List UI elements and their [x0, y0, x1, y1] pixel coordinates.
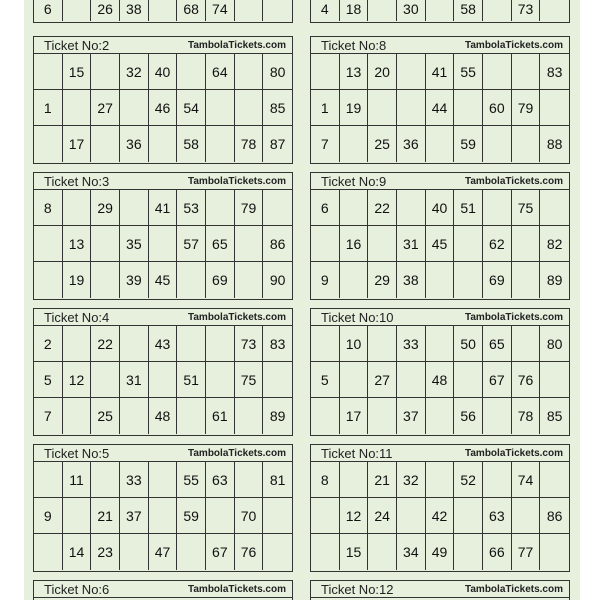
- number-cell: [426, 462, 455, 498]
- ticket-title: Ticket No:12: [321, 581, 394, 597]
- number-cell: [426, 262, 455, 298]
- number-cell: 88: [546, 136, 563, 152]
- site-label: TambolaTickets.com: [188, 175, 286, 187]
- number-cell: [483, 0, 512, 21]
- number-cell: [426, 326, 455, 362]
- number-cell: 11: [63, 462, 92, 498]
- number-cell: [397, 362, 426, 398]
- number-cell: 55: [177, 462, 206, 498]
- ticket-header: [34, 581, 292, 598]
- ticket-title: Ticket No:10: [321, 309, 394, 325]
- number-cell: 65: [206, 226, 235, 262]
- number-cell: 14: [63, 534, 92, 570]
- ticket-title: Ticket No:9: [321, 173, 387, 189]
- number-cell: 16: [340, 226, 369, 262]
- number-cell: [397, 498, 426, 534]
- number-cell: [63, 398, 92, 434]
- site-label: TambolaTickets.com: [465, 175, 563, 187]
- number-grid: [311, 0, 569, 21]
- ticket-title: Ticket No:11: [321, 445, 393, 461]
- number-grid: [34, 54, 292, 162]
- number-cell: 19: [340, 90, 369, 126]
- number-grid: [311, 54, 569, 162]
- number-cell: 35: [120, 226, 149, 262]
- number-cell: 56: [454, 398, 483, 434]
- number-cell: 54: [177, 90, 206, 126]
- ticket-partial: [33, 580, 293, 600]
- number-cell: [340, 462, 369, 498]
- number-cell: 43: [149, 326, 178, 362]
- number-cell: 36: [120, 126, 149, 162]
- number-cell: 61: [206, 398, 235, 434]
- number-cell: 5: [34, 362, 63, 398]
- number-cell: [206, 362, 235, 398]
- number-grid: [34, 326, 292, 434]
- number-cell: [426, 0, 455, 21]
- number-cell: 6: [34, 0, 63, 21]
- number-cell: 40: [149, 54, 178, 90]
- number-cell: 46: [149, 90, 178, 126]
- number-cell: [120, 534, 149, 570]
- number-cell: 65: [483, 326, 512, 362]
- number-cell: 68: [177, 0, 206, 21]
- number-cell: 44: [426, 90, 455, 126]
- number-cell: 87: [269, 136, 286, 152]
- number-cell: 83: [263, 326, 292, 362]
- ticket-header: [34, 173, 292, 190]
- number-cell: [340, 362, 369, 398]
- ticket: [310, 36, 570, 164]
- number-cell: [397, 54, 426, 90]
- ticket-title: Ticket No:4: [44, 309, 110, 325]
- number-cell: 42: [426, 498, 455, 534]
- number-cell: [63, 190, 92, 226]
- number-cell: 78: [235, 126, 264, 162]
- number-cell: 77: [512, 534, 541, 570]
- site-label: TambolaTickets.com: [465, 447, 563, 459]
- number-cell: 49: [426, 534, 455, 570]
- number-cell: 26: [91, 0, 120, 21]
- number-cell: [311, 398, 340, 434]
- ticket: [310, 444, 570, 572]
- ticket-header: [34, 445, 292, 462]
- number-cell: 60: [483, 90, 512, 126]
- number-cell: [149, 462, 178, 498]
- site-label: TambolaTickets.com: [465, 39, 563, 51]
- number-cell: 33: [397, 326, 426, 362]
- ticket: [33, 172, 293, 300]
- number-cell: [512, 54, 541, 90]
- number-cell: 18: [340, 0, 369, 21]
- number-cell: 83: [540, 54, 569, 90]
- number-cell: [206, 326, 235, 362]
- number-cell: 89: [546, 272, 563, 288]
- number-cell: [483, 54, 512, 90]
- number-cell: 13: [63, 226, 92, 262]
- number-cell: [426, 398, 455, 434]
- number-cell: 48: [426, 362, 455, 398]
- number-cell: 86: [263, 226, 292, 262]
- number-cell: 59: [177, 498, 206, 534]
- number-cell: 80: [263, 54, 292, 90]
- number-cell: 85: [546, 408, 563, 424]
- number-cell: [91, 54, 120, 90]
- number-cell: 15: [340, 534, 369, 570]
- number-cell: [426, 126, 455, 162]
- number-cell: [34, 226, 63, 262]
- ticket-header: [311, 445, 569, 462]
- number-cell: [540, 190, 569, 226]
- number-cell: [454, 362, 483, 398]
- ticket-partial: [310, 0, 570, 23]
- number-cell: [311, 498, 340, 534]
- number-cell: [91, 362, 120, 398]
- number-cell: 34: [397, 534, 426, 570]
- site-label: TambolaTickets.com: [188, 39, 286, 51]
- number-cell: [63, 326, 92, 362]
- number-cell: 51: [454, 190, 483, 226]
- number-cell: [311, 326, 340, 362]
- number-cell: [454, 534, 483, 570]
- number-cell: 29: [91, 190, 120, 226]
- number-cell: [34, 54, 63, 90]
- number-cell: 8: [311, 462, 340, 498]
- ticket-title: Ticket No:2: [44, 37, 110, 53]
- ticket-title: Ticket No:6: [44, 581, 110, 597]
- number-cell: 66: [483, 534, 512, 570]
- number-cell: [206, 190, 235, 226]
- number-cell: [368, 326, 397, 362]
- number-cell: [34, 462, 63, 498]
- number-cell: 9: [311, 262, 340, 298]
- number-cell: [454, 498, 483, 534]
- ticket-header: [311, 173, 569, 190]
- number-cell: [483, 462, 512, 498]
- number-cell: 67: [483, 362, 512, 398]
- number-cell: 2: [34, 326, 63, 362]
- number-cell: [311, 54, 340, 90]
- site-label: TambolaTickets.com: [465, 311, 563, 323]
- number-cell: 48: [149, 398, 178, 434]
- number-cell: 75: [512, 190, 541, 226]
- number-cell: 76: [235, 534, 264, 570]
- number-cell: [235, 54, 264, 90]
- number-cell: 52: [454, 462, 483, 498]
- number-cell: [540, 462, 569, 498]
- number-cell: [206, 498, 235, 534]
- number-cell: 79: [235, 190, 264, 226]
- number-grid: [311, 190, 569, 298]
- number-cell: [512, 262, 541, 298]
- number-cell: [177, 534, 206, 570]
- number-cell: 19: [63, 262, 92, 298]
- number-cell: 74: [206, 0, 235, 21]
- number-cell: 13: [340, 54, 369, 90]
- number-cell: 7: [311, 126, 340, 162]
- ticket: [310, 172, 570, 300]
- number-cell: [63, 498, 92, 534]
- number-cell: 90: [269, 272, 286, 288]
- number-cell: 40: [426, 190, 455, 226]
- number-cell: 22: [368, 190, 397, 226]
- number-cell: 29: [368, 262, 397, 298]
- number-cell: 41: [426, 54, 455, 90]
- number-cell: 74: [512, 462, 541, 498]
- number-cell: [235, 226, 264, 262]
- number-cell: 25: [368, 126, 397, 162]
- number-cell: [263, 498, 292, 534]
- number-cell: 31: [120, 362, 149, 398]
- number-cell: 38: [120, 0, 149, 21]
- number-cell: 82: [540, 226, 569, 262]
- number-cell: [368, 534, 397, 570]
- number-grid: [34, 0, 292, 21]
- number-cell: [34, 262, 63, 298]
- number-cell: [63, 0, 92, 21]
- site-label: TambolaTickets.com: [188, 311, 286, 323]
- number-cell: [483, 398, 512, 434]
- number-cell: [120, 398, 149, 434]
- ticket-title: Ticket No:3: [44, 173, 110, 189]
- number-cell: 30: [397, 0, 426, 21]
- number-cell: [34, 126, 63, 162]
- ticket-header: [311, 309, 569, 326]
- number-cell: [149, 126, 178, 162]
- number-cell: [235, 398, 264, 434]
- number-cell: [177, 262, 206, 298]
- ticket-header: [311, 581, 569, 598]
- ticket-title: Ticket No:8: [321, 37, 387, 53]
- number-cell: 63: [483, 498, 512, 534]
- number-cell: 32: [120, 54, 149, 90]
- ticket: [33, 444, 293, 572]
- number-cell: [120, 326, 149, 362]
- number-cell: [149, 498, 178, 534]
- number-cell: 55: [454, 54, 483, 90]
- number-cell: 9: [34, 498, 63, 534]
- number-cell: 5: [311, 362, 340, 398]
- number-cell: 73: [512, 0, 541, 21]
- number-cell: [149, 226, 178, 262]
- number-cell: [91, 226, 120, 262]
- number-cell: [206, 126, 235, 162]
- number-cell: [397, 190, 426, 226]
- number-cell: [512, 326, 541, 362]
- number-cell: 15: [63, 54, 92, 90]
- ticket-partial: [310, 580, 570, 600]
- number-cell: [368, 226, 397, 262]
- number-cell: 80: [540, 326, 569, 362]
- number-cell: 32: [397, 462, 426, 498]
- number-cell: [368, 0, 397, 21]
- number-cell: 37: [397, 398, 426, 434]
- number-cell: [235, 262, 264, 298]
- number-cell: 36: [397, 126, 426, 162]
- number-cell: [177, 54, 206, 90]
- number-cell: [34, 534, 63, 570]
- number-cell: 45: [426, 226, 455, 262]
- number-cell: 1: [34, 90, 63, 126]
- number-cell: [311, 226, 340, 262]
- number-cell: [263, 534, 292, 570]
- number-cell: [149, 362, 178, 398]
- number-cell: [235, 90, 264, 126]
- number-cell: 62: [483, 226, 512, 262]
- number-cell: [235, 0, 264, 21]
- number-cell: 17: [63, 126, 92, 162]
- number-cell: 58: [454, 0, 483, 21]
- number-cell: 23: [91, 534, 120, 570]
- number-cell: 1: [311, 90, 340, 126]
- number-grid: [311, 326, 569, 434]
- number-cell: [235, 462, 264, 498]
- number-grid: [34, 190, 292, 298]
- number-cell: [340, 262, 369, 298]
- number-cell: [483, 190, 512, 226]
- number-cell: 67: [206, 534, 235, 570]
- number-cell: [454, 262, 483, 298]
- number-cell: [149, 0, 178, 21]
- number-cell: 64: [206, 54, 235, 90]
- number-cell: 24: [368, 498, 397, 534]
- number-cell: [368, 398, 397, 434]
- number-cell: [91, 262, 120, 298]
- number-cell: 57: [177, 226, 206, 262]
- number-cell: [120, 90, 149, 126]
- number-cell: [512, 126, 541, 162]
- number-cell: [397, 90, 426, 126]
- site-label: TambolaTickets.com: [188, 447, 286, 459]
- number-cell: 69: [483, 262, 512, 298]
- number-cell: 45: [149, 262, 178, 298]
- number-cell: [263, 362, 292, 398]
- number-cell: [120, 190, 149, 226]
- number-cell: 70: [235, 498, 264, 534]
- number-grid: [311, 462, 569, 570]
- number-cell: [540, 362, 569, 398]
- number-cell: [340, 126, 369, 162]
- number-cell: 21: [368, 462, 397, 498]
- number-cell: 63: [206, 462, 235, 498]
- number-cell: 69: [206, 262, 235, 298]
- number-cell: 76: [512, 362, 541, 398]
- ticket-sheet: [24, 0, 580, 600]
- number-cell: [454, 226, 483, 262]
- ticket: [310, 308, 570, 436]
- site-label: TambolaTickets.com: [465, 583, 563, 595]
- number-cell: 7: [34, 398, 63, 434]
- number-cell: 22: [91, 326, 120, 362]
- number-cell: 81: [263, 462, 292, 498]
- number-cell: [483, 126, 512, 162]
- number-cell: 59: [454, 126, 483, 162]
- number-cell: [512, 226, 541, 262]
- number-cell: 53: [177, 190, 206, 226]
- number-cell: 33: [120, 462, 149, 498]
- number-cell: 37: [120, 498, 149, 534]
- number-cell: 10: [340, 326, 369, 362]
- number-cell: 51: [177, 362, 206, 398]
- number-cell: 4: [311, 0, 340, 21]
- number-cell: 85: [263, 90, 292, 126]
- number-cell: [263, 0, 292, 21]
- number-cell: 50: [454, 326, 483, 362]
- number-cell: 8: [34, 190, 63, 226]
- number-cell: 73: [235, 326, 264, 362]
- number-cell: 17: [340, 398, 369, 434]
- number-cell: 89: [269, 408, 286, 424]
- number-cell: [206, 90, 235, 126]
- number-cell: [263, 190, 292, 226]
- number-cell: 86: [540, 498, 569, 534]
- site-label: TambolaTickets.com: [188, 583, 286, 595]
- number-cell: [540, 90, 569, 126]
- number-cell: 21: [91, 498, 120, 534]
- number-cell: [454, 90, 483, 126]
- number-cell: [63, 90, 92, 126]
- ticket: [33, 36, 293, 164]
- number-cell: 41: [149, 190, 178, 226]
- number-cell: 27: [368, 362, 397, 398]
- number-grid: [34, 462, 292, 570]
- number-cell: 12: [340, 498, 369, 534]
- number-cell: [540, 0, 569, 21]
- number-cell: 39: [120, 262, 149, 298]
- ticket-title: Ticket No:5: [44, 445, 110, 461]
- number-cell: [177, 398, 206, 434]
- number-cell: [512, 498, 541, 534]
- number-cell: 78: [512, 398, 541, 434]
- number-cell: [177, 326, 206, 362]
- number-cell: 47: [149, 534, 178, 570]
- ticket-header: [34, 309, 292, 326]
- number-cell: [340, 190, 369, 226]
- number-cell: 58: [177, 126, 206, 162]
- ticket-header: [311, 37, 569, 54]
- number-cell: [311, 534, 340, 570]
- number-cell: 12: [63, 362, 92, 398]
- ticket-partial: [33, 0, 293, 23]
- number-cell: 75: [235, 362, 264, 398]
- number-cell: [91, 462, 120, 498]
- ticket: [33, 308, 293, 436]
- number-cell: 38: [397, 262, 426, 298]
- ticket-header: [34, 37, 292, 54]
- number-cell: 27: [91, 90, 120, 126]
- number-cell: 20: [368, 54, 397, 90]
- number-cell: [540, 534, 569, 570]
- number-cell: 31: [397, 226, 426, 262]
- number-cell: 6: [311, 190, 340, 226]
- number-cell: 25: [91, 398, 120, 434]
- number-cell: 79: [512, 90, 541, 126]
- number-cell: [91, 126, 120, 162]
- number-cell: [368, 90, 397, 126]
